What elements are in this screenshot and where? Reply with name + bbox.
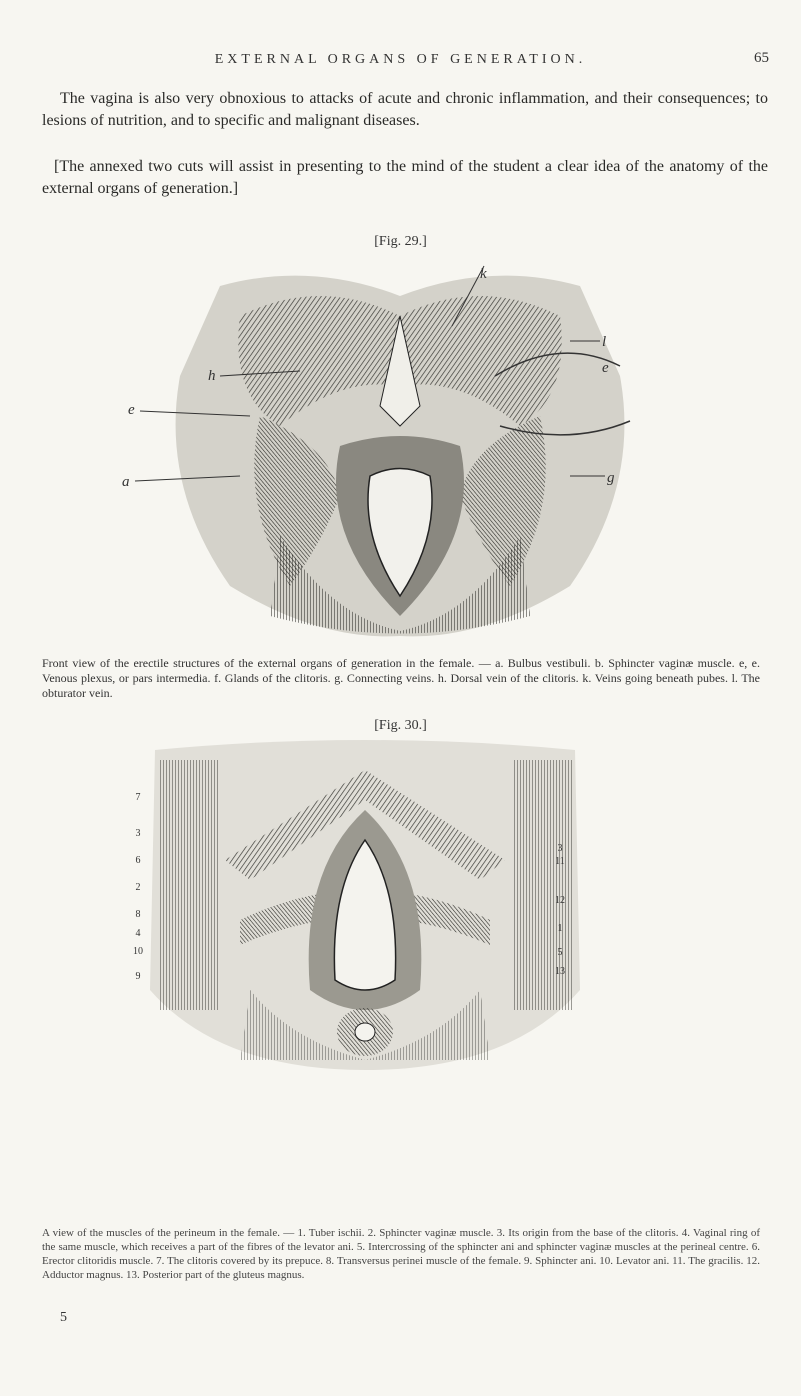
fig30-right-num-12: 12 <box>555 895 565 906</box>
fig29-letter-g: g <box>607 470 615 486</box>
page-header <box>0 52 801 76</box>
fig30-left-num-7: 7 <box>135 792 141 803</box>
figure-30-label: [Fig. 30.] <box>374 718 427 733</box>
fig30-right-num-13: 13 <box>555 966 565 977</box>
fig29-letter-a: a <box>122 474 130 490</box>
fig29-letter-l: l <box>602 334 607 350</box>
paragraph-1: The vagina is also very obnoxious to attacks of acute and chronic inflammation, and their consequences; to lesions of nutrition, and to specific and malignant diseases. <box>42 90 768 129</box>
fig30-right-num-3: 3 <box>557 843 563 854</box>
figure-29-label: [Fig. 29.] <box>374 234 427 249</box>
fig30-right-num-1: 1 <box>557 923 563 934</box>
fig30-right-num-5: 5 <box>557 947 563 958</box>
paragraph-2: [The annexed two cuts will assist in presenting to the mind of the student a clear idea of the anatomy of the external organs of generation.] <box>42 158 768 197</box>
fig29-letter-k: k <box>480 266 487 282</box>
fig30-left-num-6: 6 <box>135 855 141 866</box>
fig30-left-num-10: 10 <box>133 946 143 957</box>
fig30-right-num-11: 11 <box>555 856 565 867</box>
fig30-left-num-8: 8 <box>135 909 141 920</box>
fig30-left-num-2: 2 <box>135 882 141 893</box>
fig29-letter-e-right: e <box>602 360 609 376</box>
figure-30-caption: A view of the muscles of the perineum in the female. — 1. Tuber ischii. 2. Sphincter vaginæ muscle. 3. Its origin from the base of the clitoris. 4. Vaginal ring of the same muscle, which receives a part of the fibres of the levator ani. 5. Intercrossing of the sphincter ani and sphincter vaginæ muscles at the perineal centre. 6. Erector clitoridis muscle. 7. The clitoris covered by its prepuce. 8. Transversus perinei muscle of the female. 9. Sphincter ani. 10. Levator ani. 11. The gracilis. 12. Adductor magnus. 13. Posterior part of the gluteus magnus. <box>42 1227 760 1281</box>
figure-30-illustration <box>130 740 600 1070</box>
fig29-letter-h: h <box>208 368 216 384</box>
page-number: 65 <box>754 50 769 66</box>
fig30-left-num-9: 9 <box>135 971 141 982</box>
fig30-left-num-3: 3 <box>135 828 141 839</box>
fig29-letter-e-left: e <box>128 402 135 418</box>
figure-29-illustration <box>100 256 720 641</box>
fig30-left-num-4: 4 <box>135 928 141 939</box>
running-head: EXTERNAL ORGANS OF GENERATION. <box>214 52 587 67</box>
figure-29-caption: Front view of the erectile structures of the external organs of generation in the female. — a. Bulbus vestibuli. b. Sphincter vaginæ muscle. e, e. Venous plexus, or pars intermedia. f. Glands of the clitoris. g. Connecting veins. h. Dorsal vein of the clitoris. k. Veins going beneath pubes. l. The obturator vein. <box>42 656 760 700</box>
signature-mark: 5 <box>60 1310 67 1325</box>
